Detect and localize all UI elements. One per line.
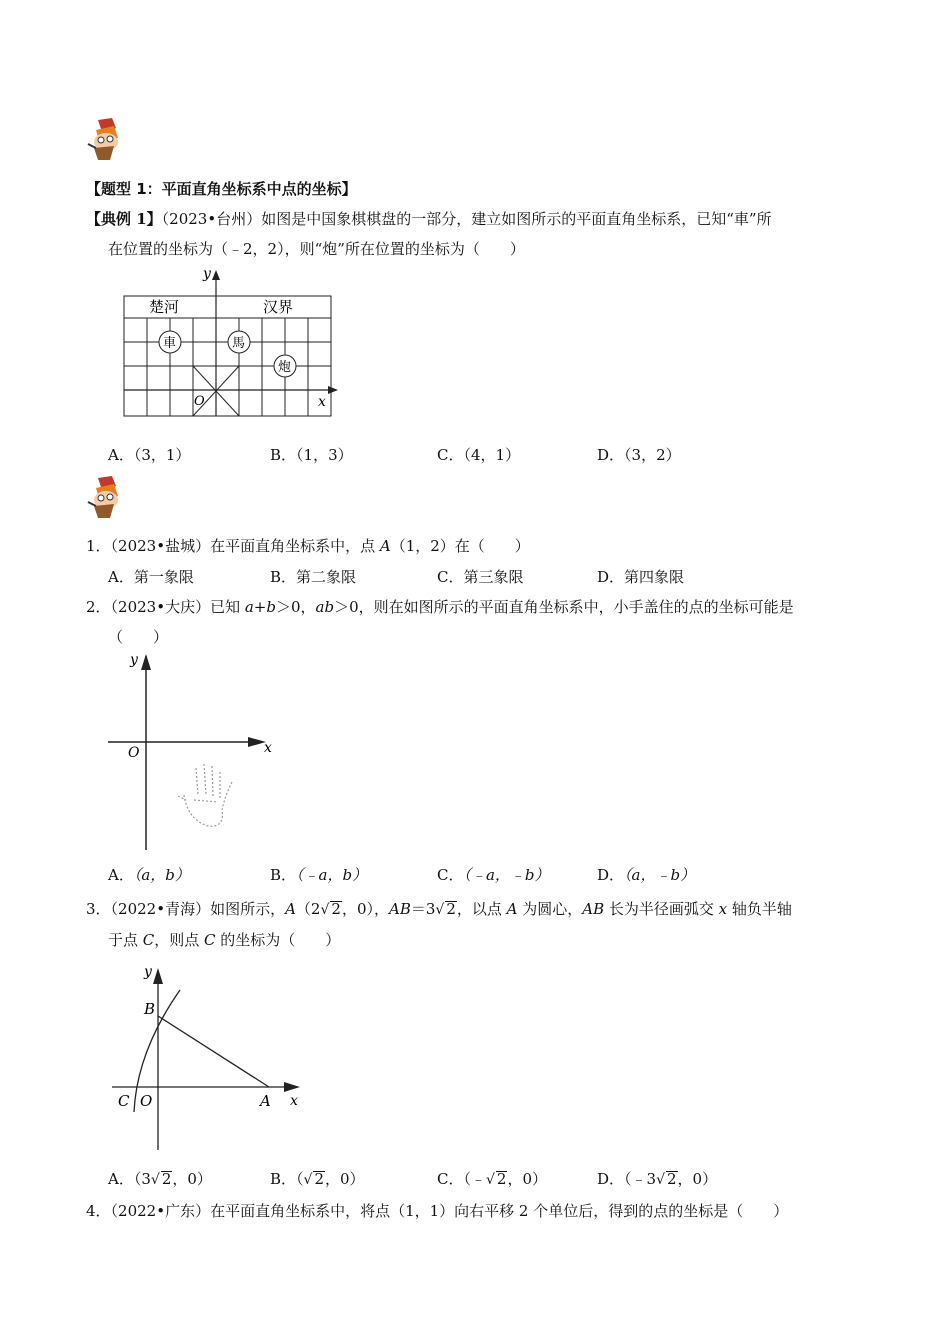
q3-option-a-pre: （3	[133, 1170, 151, 1188]
q3-text-e: 轴负半轴	[727, 900, 792, 918]
hand-icon	[178, 764, 232, 826]
q1-number: 1．	[86, 537, 111, 555]
q2-expr1: a+b	[244, 598, 276, 616]
q1-text	[86, 535, 530, 557]
q1-option-b: B．第二象限	[270, 568, 357, 586]
q3-origin-label: O	[140, 1092, 153, 1110]
piece-pao: 炮	[278, 360, 292, 375]
river-right-label: 汉界	[263, 298, 294, 316]
river-left-label: 楚河	[149, 298, 180, 316]
example-option-c: C．（4，1）	[437, 446, 521, 464]
q3-option-b-rad: 2	[314, 1170, 325, 1188]
q3-option-c: C．（﹣√ 2，0）	[437, 1170, 548, 1188]
q3-text-line2	[108, 929, 340, 951]
q3-option-d-post: ，0）	[677, 1170, 718, 1188]
q3-option-d: D．（﹣3√ 2，0）	[597, 1170, 718, 1188]
q3-text-c: 为圆心，	[517, 900, 583, 918]
q3-xvar: x	[718, 900, 728, 918]
q3-option-c-rad: 2	[496, 1170, 507, 1188]
chessboard-figure	[106, 264, 338, 424]
q3-option-d-rad: 2	[667, 1170, 677, 1188]
q2-option-a-label: A．	[108, 866, 134, 884]
mascot-pencil-icon	[84, 114, 124, 162]
q4-number: 4．	[86, 1202, 111, 1220]
q3-line2-b: ，则点	[154, 931, 205, 949]
example-option-d: D．（3，2）	[597, 446, 681, 464]
q2-option-a-value: （a，b）	[133, 866, 190, 884]
q3-option-c-label: C．	[437, 1170, 464, 1188]
q3-line2-c: 的坐标为（ ）	[215, 931, 341, 949]
mascot-pencil-icon	[84, 472, 124, 520]
q2-text-line2: （ ）	[108, 628, 169, 646]
q2-option-d-value: （a，﹣b）	[624, 866, 696, 884]
section-heading: 【题型 1：平面直角坐标系中点的坐标】	[86, 180, 357, 198]
q1-option-a: A．第一象限	[108, 568, 194, 586]
piece-che: 車	[163, 336, 177, 351]
q3-option-a-label: A．	[108, 1170, 134, 1188]
q3-radicand-2: 2	[446, 900, 456, 918]
q2-option-d	[597, 864, 695, 885]
q3-ab-2: AB	[582, 900, 605, 918]
q3-number: 3．	[86, 900, 111, 918]
q2-text	[86, 596, 794, 618]
q3-option-a: A．（3√ 2，0）	[108, 1170, 212, 1188]
q2-text-b: ＞0，	[275, 598, 316, 616]
q3-point-a-2: A	[506, 900, 518, 918]
example-option-b: B．（1，3）	[270, 446, 353, 464]
q2-origin-label: O	[128, 745, 140, 761]
q3-point-c-2: C	[204, 931, 216, 949]
q3-option-a-post: ，0）	[172, 1170, 212, 1188]
q2-option-a	[108, 864, 190, 885]
example-text-2: 在位置的坐标为（﹣2，2），则“炮”所在位置的坐标为（ ）	[108, 240, 525, 258]
q3-option-b: B．（√ 2，0）	[270, 1170, 365, 1188]
chess-x-label: x	[318, 394, 326, 410]
q2-y-label: y	[130, 652, 138, 668]
q3-x-label: x	[290, 1093, 298, 1109]
q3-point-c: C	[142, 931, 155, 949]
q1-option-c: C．第三象限	[437, 568, 524, 586]
q4-body: （2022•广东）在平面直角坐标系中，将点（1，1）向右平移 2 个单位后，得到的点的坐标是（ ）	[110, 1202, 789, 1220]
q3-eq: ＝3	[410, 900, 436, 918]
q2-number: 2．	[86, 598, 111, 616]
q3-point-a: A	[285, 900, 296, 918]
q1-point: A	[379, 537, 391, 555]
q3-y-label: y	[144, 964, 152, 980]
q3-option-d-label: D．	[597, 1170, 625, 1188]
q2-x-label: x	[264, 740, 272, 756]
q2-axes-figure	[104, 650, 284, 855]
chess-y-label: y	[203, 266, 211, 282]
example-line-1	[86, 208, 772, 230]
q1-text-b: （1，2）在（ ）	[390, 537, 530, 555]
q3-option-b-pre: （	[296, 1170, 304, 1188]
q3-text-b: ，以点	[456, 900, 507, 918]
example-label: 【典例 1】	[86, 210, 162, 228]
q1-text-a: （2023•盐城）在平面直角坐标系中，点	[110, 537, 380, 555]
example-option-a: A．（3，1）	[108, 446, 191, 464]
q3-text: 3．（2022•青海）如图所示，A（2√ 2，0），AB＝3√ 2，以点 A 为圆心，AB 长为半径画弧交 x 轴负半轴	[86, 900, 792, 918]
q2-text-a: （2023•大庆）已知	[110, 598, 245, 616]
q2-option-b	[270, 864, 367, 885]
q3-src: （2022•青海）如图所示，	[110, 900, 286, 918]
q3-b-label: B	[144, 1000, 156, 1018]
q4-text	[86, 1200, 788, 1222]
q2-option-c	[437, 864, 550, 885]
q3-option-b-label: B．	[270, 1170, 297, 1188]
q3-option-a-rad: 2	[161, 1170, 172, 1188]
piece-ma: 馬	[232, 336, 246, 351]
q3-text-d: 长为半径画弧交	[604, 900, 719, 918]
q3-coord-close: ，0），	[341, 900, 389, 918]
q2-option-d-label: D．	[597, 866, 625, 884]
q2-option-c-value: （﹣a，﹣b）	[463, 866, 550, 884]
q3-option-b-post: ，0）	[325, 1170, 365, 1188]
example-text-1: （2023•台州）如图是中国象棋棋盘的一部分，建立如图所示的平面直角坐标系，已知“車”所	[161, 210, 772, 228]
q2-option-c-label: C．	[437, 866, 464, 884]
q3-c-label: C	[118, 1092, 130, 1110]
q3-option-c-pre: （﹣	[463, 1170, 486, 1188]
q2-expr2: ab	[315, 598, 335, 616]
q3-ab: AB	[388, 900, 411, 918]
q3-option-d-pre: （﹣3	[624, 1170, 657, 1188]
q3-option-c-post: ，0）	[507, 1170, 548, 1188]
q2-text-c: ＞0，则在如图所示的平面直角坐标系中，小手盖住的点的坐标可能是	[334, 598, 794, 616]
chess-origin-label: O	[194, 394, 205, 409]
q1-option-d: D．第四象限	[597, 568, 685, 586]
q3-radicand: 2	[331, 900, 341, 918]
q2-option-b-value: （﹣a，b）	[296, 866, 368, 884]
q3-a-label: A	[260, 1092, 271, 1110]
q2-option-b-label: B．	[270, 866, 297, 884]
q3-line2-a: 于点	[108, 931, 143, 949]
q3-arc-figure	[106, 960, 306, 1155]
q3-coord-open: （2	[295, 900, 321, 918]
